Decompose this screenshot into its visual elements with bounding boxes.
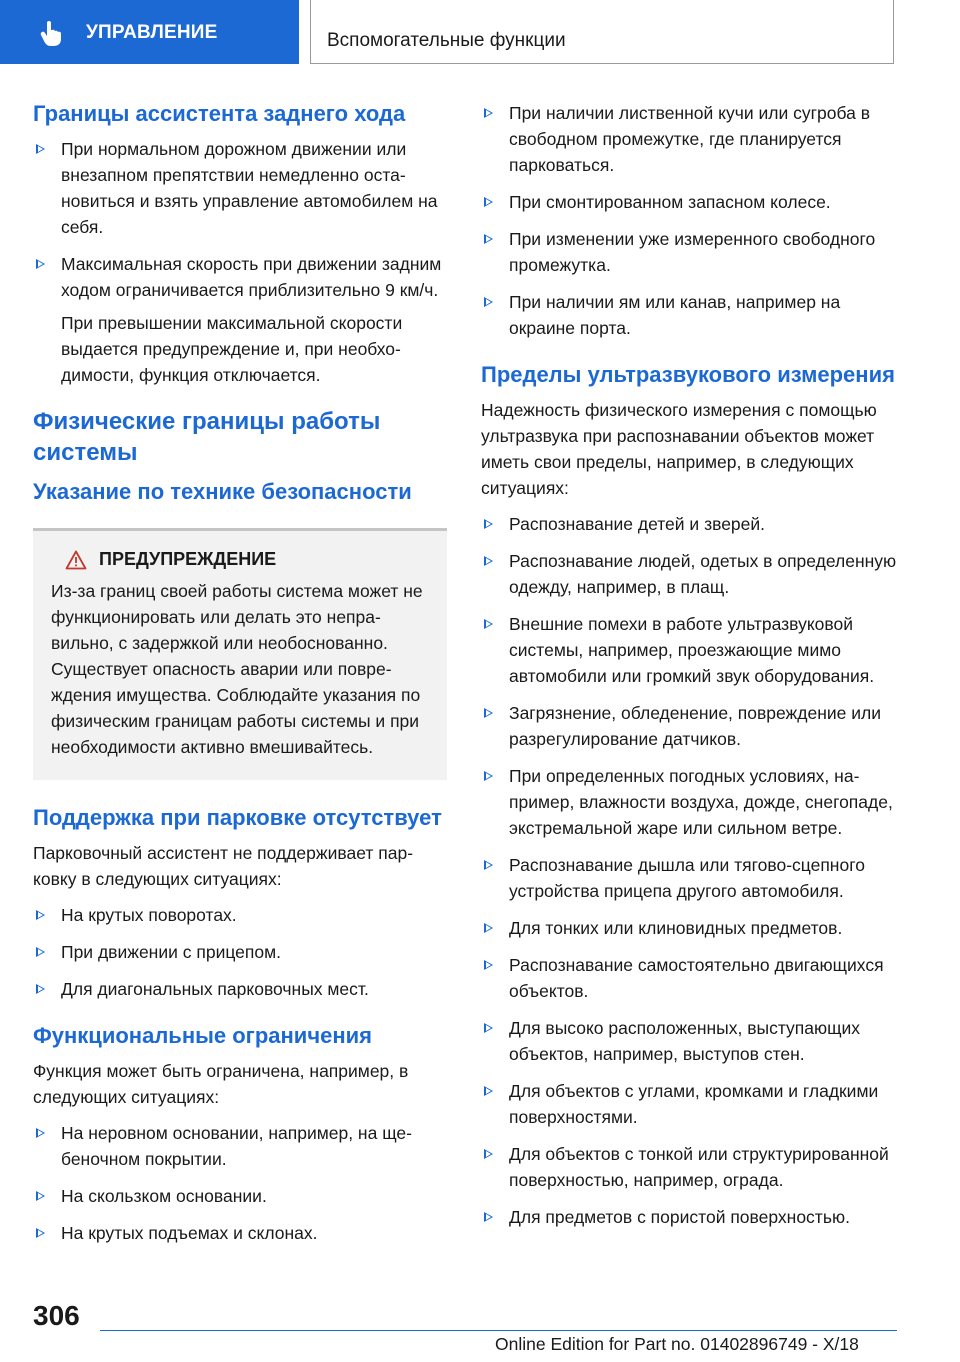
list-item: При наличии лиственной кучи или сугроба в свободном промежутке, где планируется парковаться. [481, 100, 897, 178]
heading-safety-note: Указание по технике безопасности [33, 479, 412, 504]
list-item: На крутых поворотах. [33, 902, 447, 928]
list-item: Загрязнение, обледенение, повреждение или разрегулирование датчиков. [481, 700, 897, 752]
heading-ultrasonic-limits: Пределы ультразвукового измерения [481, 362, 895, 387]
triangle-bullet-icon [36, 1191, 45, 1201]
heading-functional-limits: Функциональные ограничения [33, 1023, 372, 1048]
triangle-bullet-icon [484, 519, 493, 529]
subsection-box [310, 0, 894, 64]
page-number: 306 [33, 1300, 80, 1331]
list-item: При наличии ям или канав, например на окраине порта. [481, 289, 897, 341]
ultra-list [481, 511, 897, 1230]
list-item: Внешние помехи в работе ультразвуковой системы, например, проезжающие мимо автомобили или громкий звук оборудования. [481, 611, 897, 689]
triangle-bullet-icon [36, 910, 45, 920]
triangle-bullet-icon [484, 619, 493, 629]
hand-pointer-icon [40, 20, 64, 46]
triangle-bullet-icon [36, 1128, 45, 1138]
list-item: Для диагональных парковочных мест. [33, 976, 447, 1002]
ultra-paragraph: Надежность физического измерения с помощью ультразвука при распознавании объектов может иметь свои пределы, например, в следующих ситуациях: [481, 400, 877, 498]
triangle-bullet-icon [484, 708, 493, 718]
footer-edition: Online Edition for Part no. 01402896749 - X/18 [495, 1334, 859, 1354]
triangle-bullet-icon [36, 144, 45, 154]
list-item: Распознавание дышла или тягово-сцепного устройства прицепа другого автомобиля. [481, 852, 897, 904]
warning-box [33, 528, 447, 780]
parking-list [33, 902, 447, 1002]
heading-no-parking-support: Поддержка при парковке отсутствует [33, 805, 442, 830]
rear-limits-note: При превышении максимальной скорости выдается предупреждение и, при необходимости, функция отключается. [61, 313, 403, 385]
triangle-bullet-icon [36, 259, 45, 269]
left-column [33, 100, 447, 1257]
func-list [33, 1120, 447, 1246]
list-item: На неровном основании, например, на щебеночном покрытии. [33, 1120, 447, 1172]
triangle-bullet-icon [484, 1212, 493, 1222]
list-item: Для тонких или клиновидных предметов. [481, 915, 897, 941]
right-column [481, 100, 897, 1241]
list-item: Максимальная скорость при движении задним ходом ограничивается приблизительно 9 км/ч. [33, 251, 447, 303]
list-item: При нормальном дорожном движении или внезапном препятствии немедленно остановиться и взять управление автомобилем на себя. [33, 136, 447, 240]
list-item: Для объектов с тонкой или структурированной поверхностью, например, ограда. [481, 1141, 897, 1193]
list-item: Для объектов с углами, кромками и гладкими поверхностями. [481, 1078, 897, 1130]
list-item: При смонтированном запасном колесе. [481, 189, 897, 215]
list-item: Распознавание людей, одетых в определенную одежду, например, в плащ. [481, 548, 897, 600]
rear-limits-list [33, 136, 447, 303]
triangle-bullet-icon [36, 947, 45, 957]
triangle-bullet-icon [484, 556, 493, 566]
list-item: На крутых подъемах и склонах. [33, 1220, 447, 1246]
triangle-bullet-icon [484, 297, 493, 307]
triangle-bullet-icon [36, 984, 45, 994]
list-item: При определенных погодных условиях, например, влажности воздуха, дожде, снегопаде, экстремальной жаре или сильном ветре. [481, 763, 897, 841]
subsection-title: Вспомогательные функции [327, 30, 566, 51]
warning-body: Из-за границ своей работы система может не функционировать или делать это неправильно, с задержкой или необоснованно. Существует опасность аварии или повреждения имущества. Соблюдайте указания по физическим границам работы системы и при необходимости активно вмешивайтесь. [51, 581, 423, 757]
footer-divider [100, 1330, 897, 1331]
triangle-bullet-icon [484, 860, 493, 870]
heading-physical-limits: Физические границы работы системы [33, 408, 381, 466]
triangle-bullet-icon [484, 234, 493, 244]
list-item: Для предметов с пористой поверхностью. [481, 1204, 897, 1230]
triangle-bullet-icon [484, 1086, 493, 1096]
triangle-bullet-icon [484, 960, 493, 970]
triangle-bullet-icon [484, 197, 493, 207]
parking-paragraph: Парковочный ассистент не поддерживает парковку в следующих ситуациях: [33, 843, 414, 889]
warning-title: ПРЕДУПРЕЖДЕНИЕ [51, 549, 429, 570]
triangle-bullet-icon [36, 1228, 45, 1238]
section-tab [0, 0, 299, 64]
triangle-bullet-icon [484, 108, 493, 118]
warning-triangle-icon [65, 550, 87, 570]
list-item: На скользком основании. [33, 1183, 447, 1209]
list-item: При движении с прицепом. [33, 939, 447, 965]
func-paragraph: Функция может быть ограничена, например, в следующих ситуациях: [33, 1061, 409, 1107]
section-title: УПРАВЛЕНИЕ [86, 22, 218, 43]
heading-rear-assistant-limits: Границы ассистента заднего хода [33, 101, 406, 126]
triangle-bullet-icon [484, 923, 493, 933]
func-list-continued [481, 100, 897, 341]
list-item: Для высоко расположенных, выступающих объектов, например, выступов стен. [481, 1015, 897, 1067]
triangle-bullet-icon [484, 1149, 493, 1159]
triangle-bullet-icon [484, 1023, 493, 1033]
list-item: При изменении уже измеренного свободного промежутка. [481, 226, 897, 278]
triangle-bullet-icon [484, 771, 493, 781]
list-item: Распознавание детей и зверей. [481, 511, 897, 537]
list-item: Распознавание самостоятельно двигающихся объектов. [481, 952, 897, 1004]
